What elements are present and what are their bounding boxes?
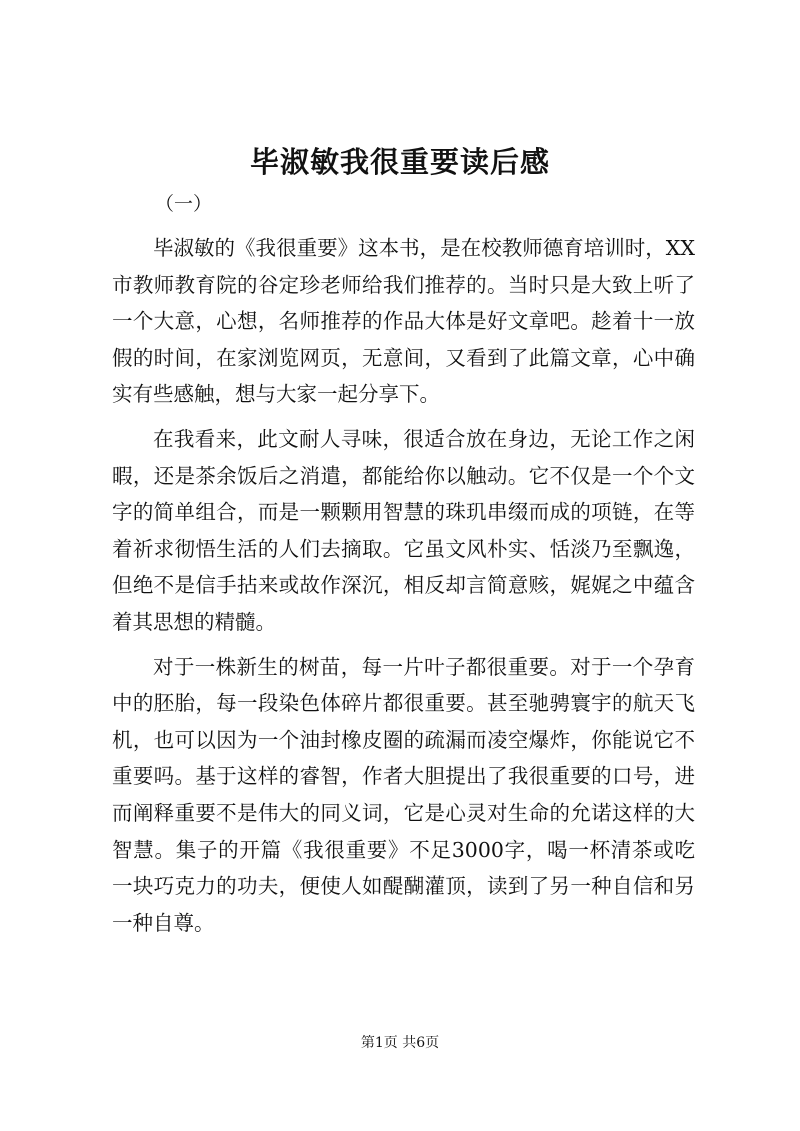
paragraph-3: 对于一株新生的树苗，每一片叶子都很重要。对于一个孕育中的胚胎，每一段染色体碎片都很重要。甚至驰骋寰宇的航天飞机，也可以因为一个油封橡皮圈的疏漏而凌空爆炸，你能说它不重要吗。基于这样的睿智，作者大胆提出了我很重要的口号，进而阐释重要不是伟大的同义词，它是心灵对生命的允诺这样的大智慧。集子的开篇《我很重要》不足3000字，喝一杯清茶或吃一块巧克力的功夫，便使人如醍醐灌顶，读到了另一种自信和另一种自尊。 <box>112 654 695 935</box>
paragraph-1: 毕淑敏的《我很重要》这本书，是在校教师德育培训时，XX市教师教育院的谷定珍老师给我们推荐的。当时只是大致上听了一个大意，心想，名师推荐的作品大体是好文章吧。趁着十一放假的时间，在家浏览网页，无意间，又看到了此篇文章，心中确实有些感触，想与大家一起分享下。 <box>112 236 695 407</box>
section-marker: （一） <box>155 193 213 215</box>
paragraph-2: 在我看来，此文耐人寻味，很适合放在身边，无论工作之闲暇，还是茶余饭后之消遣，都能给你以触动。它不仅是一个个文字的简单组合，而是一颗颗用智慧的珠玑串缀而成的项链，在等着祈求彻悟生活的人们去摘取。它虽文风朴实、恬淡乃至飘逸，但绝不是信手拈来或故作深沉，相反却言简意赅，娓娓之中蕴含着其思想的精髓。 <box>112 426 695 634</box>
document-title: 毕淑敏我很重要读后感 <box>249 145 550 179</box>
paragraph-gap <box>112 641 695 649</box>
paragraph-gap <box>112 413 695 421</box>
document-body <box>112 230 695 941</box>
page-footer: 第1页 共6页 <box>360 1035 440 1051</box>
